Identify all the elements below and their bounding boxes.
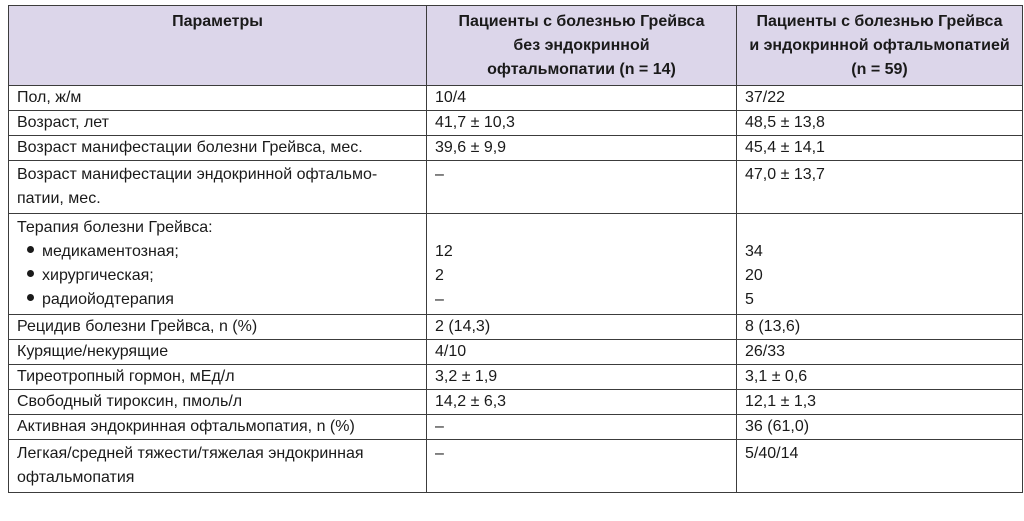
- value-cell-without-eo: –: [427, 415, 737, 440]
- param-cell: Активная эндокринная офтальмопатия, n (%): [9, 415, 427, 440]
- value-cell-with-eo: 3,1 ± 0,6: [737, 365, 1023, 390]
- list-item: [17, 264, 418, 288]
- table-row: [9, 214, 1023, 315]
- table-row: [9, 161, 1023, 214]
- param-cell: Курящие/некурящие: [9, 340, 427, 365]
- value-cell-without-eo: –: [427, 440, 737, 493]
- param-cell: Тиреотропный гормон, мЕд/л: [9, 365, 427, 390]
- bullet-icon: [27, 246, 34, 253]
- value-cell-with-eo: 26/33: [737, 340, 1023, 365]
- value-line: 2: [435, 267, 444, 284]
- table-row: [9, 365, 1023, 390]
- header-group-with-eo: [737, 6, 1023, 86]
- value-cell-without-eo: 41,7 ± 10,3: [427, 111, 737, 136]
- header-group-without-eo: [427, 6, 737, 86]
- value-line: –: [435, 291, 444, 308]
- table-row: [9, 86, 1023, 111]
- header-line: Пациенты с болезнью Грейвса: [756, 13, 1003, 30]
- table-row: [9, 111, 1023, 136]
- value-cell-with-eo: 12,1 ± 1,3: [737, 390, 1023, 415]
- table-row: [9, 340, 1023, 365]
- value-line: 12: [435, 243, 453, 260]
- data-table: [8, 5, 1023, 493]
- list-item: [17, 240, 418, 264]
- param-line: Возраст манифестации эндокринной офтальмо-: [17, 166, 378, 183]
- table-row: [9, 315, 1023, 340]
- list-item-label: медикаментозная;: [42, 243, 179, 260]
- param-line: офтальмопатия: [17, 469, 135, 486]
- value-cell-with-eo: 37/22: [737, 86, 1023, 111]
- header-line: и эндокринной офтальмопатией: [749, 37, 1010, 54]
- value-cell-without-eo: 4/10: [427, 340, 737, 365]
- header-line: (n = 59): [851, 61, 908, 78]
- table-row: [9, 415, 1023, 440]
- table-row: [9, 440, 1023, 493]
- value-cell-without-eo: 10/4: [427, 86, 737, 111]
- header-row: [9, 6, 1023, 86]
- header-line: офтальмопатии (n = 14): [487, 61, 676, 78]
- value-cell-with-eo: 47,0 ± 13,7: [737, 161, 1023, 214]
- value-cell-with-eo: 45,4 ± 14,1: [737, 136, 1023, 161]
- list-item-label: хирургическая;: [42, 267, 154, 284]
- value-cell-without-eo: 39,6 ± 9,9: [427, 136, 737, 161]
- param-cell: Свободный тироксин, пмоль/л: [9, 390, 427, 415]
- param-cell: Пол, ж/м: [9, 86, 427, 111]
- header-line: Пациенты с болезнью Грейвса: [458, 13, 705, 30]
- value-line: 5: [745, 291, 754, 308]
- bullet-icon: [27, 294, 34, 301]
- value-line: 20: [745, 267, 763, 284]
- param-cell: Возраст, лет: [9, 111, 427, 136]
- param-line: патии, мес.: [17, 190, 101, 207]
- param-cell: [9, 161, 427, 214]
- param-cell: [9, 214, 427, 315]
- value-line: 34: [745, 243, 763, 260]
- value-cell-with-eo: 36 (61,0): [737, 415, 1023, 440]
- param-cell: Возраст манифестации болезни Грейвса, мес.: [9, 136, 427, 161]
- value-cell-without-eo: 3,2 ± 1,9: [427, 365, 737, 390]
- value-cell-with-eo: [737, 214, 1023, 315]
- value-cell-without-eo: –: [427, 161, 737, 214]
- header-line: без эндокринной: [513, 37, 650, 54]
- value-cell-without-eo: 14,2 ± 6,3: [427, 390, 737, 415]
- table-container: [8, 5, 1022, 493]
- param-line: Терапия болезни Грейвса:: [17, 219, 213, 236]
- list-item-label: радиойодтерапия: [42, 291, 174, 308]
- param-cell: Рецидив болезни Грейвса, n (%): [9, 315, 427, 340]
- table-row: [9, 390, 1023, 415]
- table-row: [9, 136, 1023, 161]
- param-line: Легкая/средней тяжести/тяжелая эндокринная: [17, 445, 364, 462]
- header-parameters: Параметры: [9, 6, 427, 86]
- value-cell-with-eo: 5/40/14: [737, 440, 1023, 493]
- value-cell-with-eo: 8 (13,6): [737, 315, 1023, 340]
- list-item: [17, 288, 418, 312]
- bullet-icon: [27, 270, 34, 277]
- value-cell-without-eo: [427, 214, 737, 315]
- value-cell-with-eo: 48,5 ± 13,8: [737, 111, 1023, 136]
- value-cell-without-eo: 2 (14,3): [427, 315, 737, 340]
- param-cell: [9, 440, 427, 493]
